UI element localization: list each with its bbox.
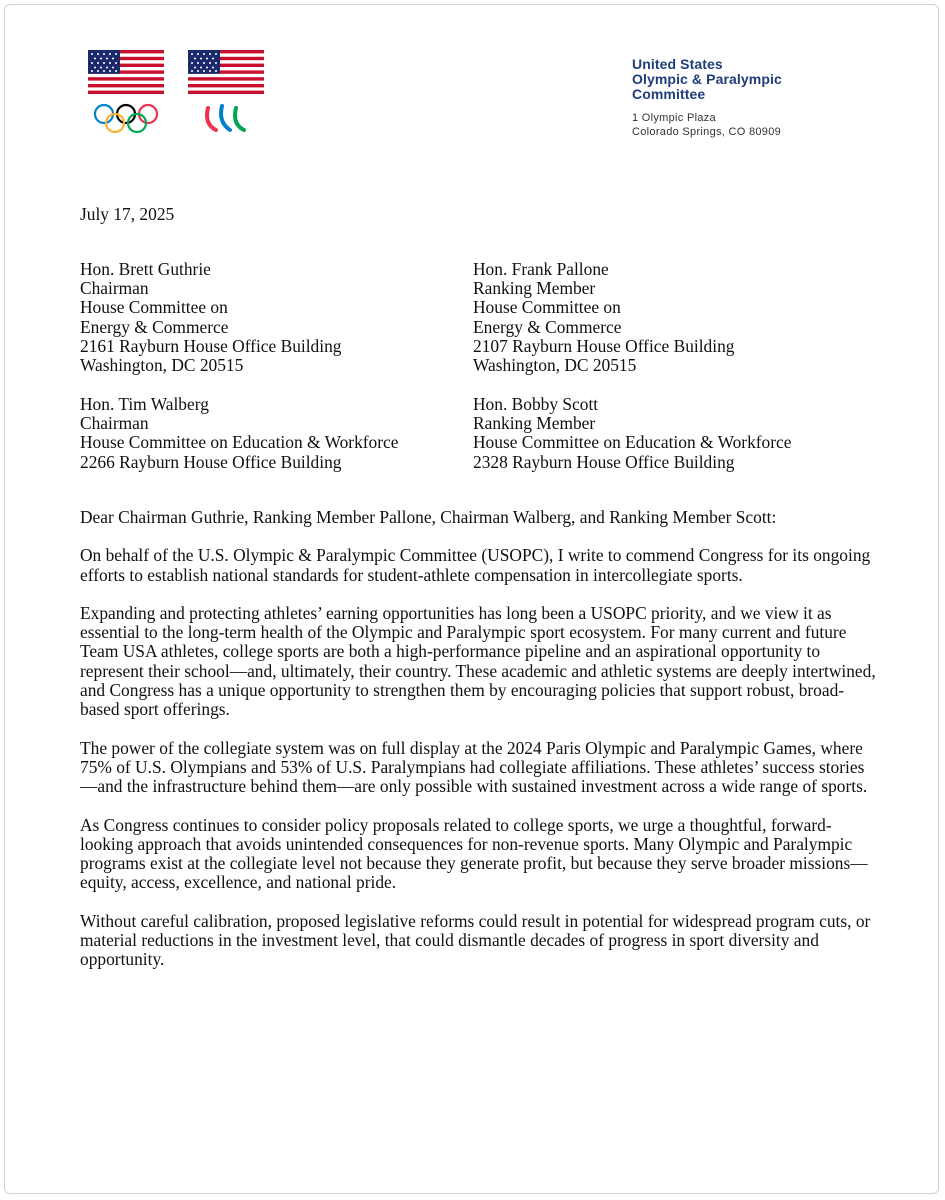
paragraph-policy: As Congress continues to consider policy proposals related to college sports, we urge a thoughtful, forward-looking approach that avoids unintended consequences for non-revenue sports. Many Olympic and Paralympic programs exist at the collegiate level not because they generate profit, but because they serve broader missions—equity, access, excellence, and national pride. — [80, 814, 868, 893]
paragraph-intro: On behalf of the U.S. Olympic & Paralympic Committee (USOPC), I write to commend Congress for its ongoing efforts to establish national standards for student-athlete compensation in intercollegiate sports. — [80, 545, 871, 585]
olympic-logo — [88, 50, 164, 136]
letter-date: July 17, 2025 — [80, 204, 175, 224]
recipient-guthrie: Hon. Brett Guthrie Chairman House Committee on Energy & Commerce 2161 Rayburn House Office Building Washington, DC 20515 — [80, 259, 342, 376]
recipient-walberg: Hon. Tim Walberg Chairman House Committee on Education & Workforce 2266 Rayburn House Office Building — [80, 394, 399, 472]
agitos-icon — [207, 106, 244, 130]
letterhead-organization — [632, 57, 782, 139]
paragraph-calibration: Without careful calibration, proposed legislative reforms could result in potential for widespread program cuts, or material reductions in the investment level, that could dismantle decades of progress in sport diversity and opportunity. — [80, 910, 871, 970]
organization-name: United States Olympic & Paralympic Committee — [632, 56, 782, 102]
paralympic-logo — [188, 50, 264, 136]
us-flag-icon — [88, 50, 164, 94]
paragraph-earning: Expanding and protecting athletes’ earning opportunities has long been a USOPC priority, and we view it as essential to the long-term health of the Olympic and Paralympic sport ecosystem. For many current and future Team USA athletes, college sports are both a high-performance pipeline and an aspirational opportunity to represent their school—and, ultimately, their country. These academic and athletic systems are deeply intertwined, and Congress has a unique opportunity to strengthen them by encouraging policies that support robust, broad-based sport offerings. — [80, 602, 876, 720]
letter-body — [80, 508, 880, 989]
recipient-pallone: Hon. Frank Pallone Ranking Member House Committee on Energy & Commerce 2107 Rayburn House Office Building Washington, DC 20515 — [473, 259, 735, 376]
paragraph-collegiate: The power of the collegiate system was on full display at the 2024 Paris Olympic and Paralympic Games, where 75% of U.S. Olympians and 53% of U.S. Paralympians had collegiate affiliations. These athletes’ success stories—and the infrastructure behind them—are only possible with sustained investment across a wide range of sports. — [80, 737, 868, 797]
olympic-rings-icon — [95, 105, 157, 132]
organization-address: 1 Olympic Plaza Colorado Springs, CO 80909 — [632, 112, 782, 138]
salutation: Dear Chairman Guthrie, Ranking Member Pallone, Chairman Walberg, and Ranking Member Scott: — [80, 507, 777, 527]
us-flag-icon — [188, 50, 264, 94]
recipient-scott: Hon. Bobby Scott Ranking Member House Committee on Education & Workforce 2328 Rayburn House Office Building — [473, 394, 792, 472]
